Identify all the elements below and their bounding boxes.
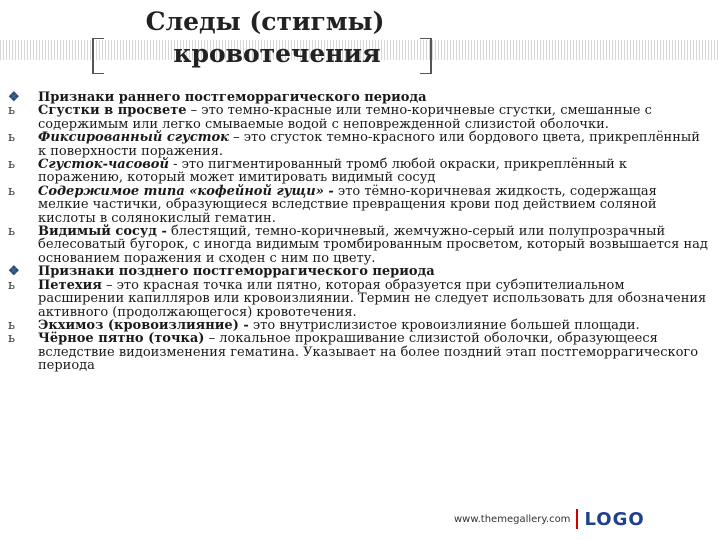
item-body: - это пигментированный тромб любой окраски, прикреплённый к поражению, который может имитировать видимый сосуд (38, 157, 627, 186)
item-body: – это красная точка или пятно, которая образуется при субэпителиальном расширении капилляров или кровоизлиянии. Термин не следует использовать для обозначения активного (продолжающегося) кровотечения. (38, 277, 707, 320)
list-item (8, 158, 708, 185)
bullet-icon: ь (8, 157, 16, 173)
bullet-icon: ь (8, 277, 16, 293)
item-body: – локальное прокрашивание слизистой оболочки, образующееся вследствие видоизменения гематина. Указывает на более поздний этап постгеморрагического периода (38, 331, 699, 374)
list-item (8, 131, 708, 158)
section-header-text: Признаки позднего постгеморрагического периода (38, 264, 435, 280)
item-term: Экхимоз (кровоизлияние) - (38, 317, 249, 333)
list-item (8, 225, 708, 265)
footer-divider (576, 509, 578, 529)
item-body: это тёмно-коричневая жидкость, содержащая мелкие частички, образующиеся вследствие превращения крови под действием соляной кислоты в солянокислый гематин. (38, 183, 657, 226)
bullet-icon: ь (8, 224, 16, 240)
title-bar (0, 0, 720, 80)
item-body: – это темно-красные или темно-коричневые сгустки, смешанные с содержимым или легко смываемые водой с неповрежденной слизистой оболочки. (38, 103, 652, 132)
item-body: – это сгусток темно-красного или бордового цвета, прикреплённый к поверхности поражения. (38, 130, 700, 159)
item-body: блестящий, темно-коричневый, жемчужно-серый или полупрозрачный белесоватый бугорок, с иногда видимым тромбированным просветом, который возвышается над основанием поражения и сходен с ним по цвету. (38, 224, 708, 266)
content (8, 91, 708, 373)
item-term: Содержимое типа «кофейной гущи» - (38, 183, 334, 199)
title-bracket-left (92, 38, 104, 74)
list-item (8, 332, 708, 372)
bullet-icon: ь (8, 103, 16, 119)
item-term: Видимый сосуд - (38, 224, 167, 240)
bullet-icon: ь (8, 130, 16, 146)
diamond-bullet-icon: ❖ (8, 264, 20, 280)
list-item (8, 279, 708, 319)
item-term: Петехия (38, 277, 102, 293)
list-item (8, 104, 708, 131)
section-header-text: Признаки раннего постгеморрагического периода (38, 90, 427, 105)
section-header-late (8, 265, 708, 278)
item-term: Чёрное пятно (точка) (38, 331, 205, 347)
footer (454, 508, 694, 530)
list-item (8, 185, 708, 225)
bullet-icon: ь (8, 183, 16, 199)
item-term: Фиксированный сгусток (38, 130, 229, 146)
footer-url: www.themegallery.com (454, 513, 571, 525)
page-title (110, 6, 420, 70)
section-header-early (8, 91, 708, 104)
page-title-line2: кровотечения (173, 39, 381, 68)
title-bracket-right (420, 38, 432, 74)
bullet-icon: ь (8, 331, 16, 347)
item-term: Сгустки в просвете (38, 103, 187, 119)
item-term: Сгусток-часовой (38, 157, 169, 173)
diamond-bullet-icon: ❖ (8, 90, 20, 105)
list-item (8, 319, 708, 332)
logo: LOGO (584, 508, 645, 530)
bullet-icon: ь (8, 317, 16, 333)
page-title-line1: Следы (стигмы) (145, 7, 385, 36)
item-body: это внутрислизистое кровоизлияние большей площади. (248, 317, 640, 333)
